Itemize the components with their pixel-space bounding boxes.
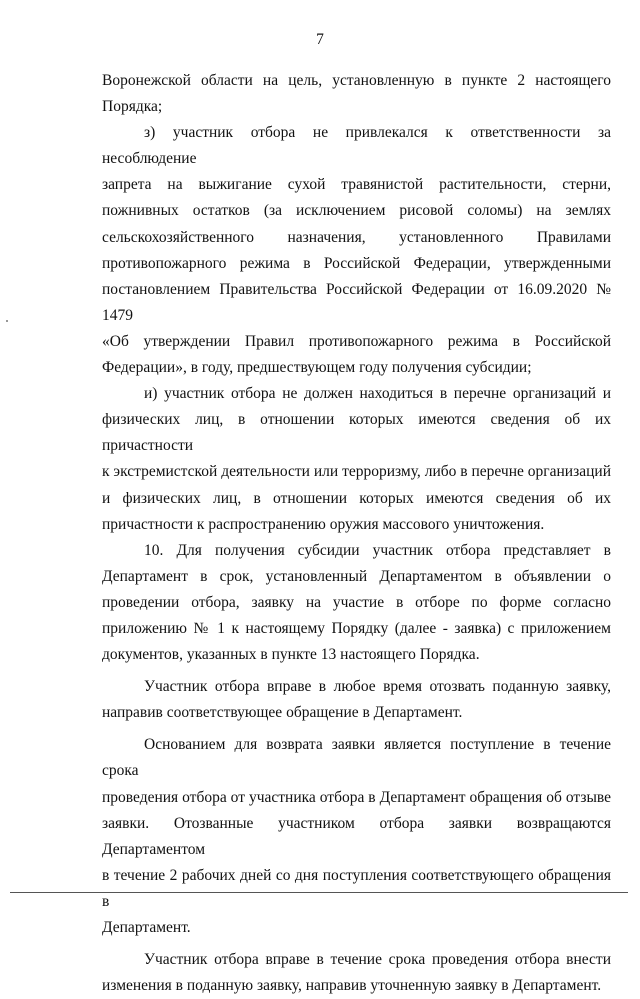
text-line: в течение 2 рабочих дней со дня поступления соответствующего обращения в: [102, 866, 611, 910]
text-line: постановлением Правительства Российской Федерации от 16.09.2020 № 1479: [102, 280, 611, 324]
text-line: Участник отбора вправе в любое время отозвать поданную заявку,: [144, 678, 611, 696]
text-line: Федерации», в году, предшествующем году получения субсидии;: [102, 359, 532, 377]
text-line: «Об утверждении Правил противопожарного режима в Российской: [102, 332, 611, 350]
text-line: и физических лиц, в отношении которых имеются сведения об их: [102, 489, 611, 507]
text-line: и) участник отбора не должен находиться в перечне организаций и: [144, 385, 611, 403]
text-line: проведении отбора, заявку на участие в отборе по форме согласно: [102, 593, 611, 611]
text-line: Департамент в срок, установленный Департаментом в объявлении о: [102, 567, 611, 585]
text-line: заявки. Отозванные участником отбора заявки возвращаются Департаментом: [102, 814, 611, 858]
text-line: Порядка;: [102, 98, 163, 116]
page-number: 7: [316, 31, 324, 48]
text-line: документов, указанных в пункте 13 настоящего Порядка.: [102, 646, 480, 664]
document-body: [102, 68, 611, 999]
text-line: Основанием для возврата заявки является поступление в течение срока: [102, 736, 611, 780]
text-line: Департамент.: [102, 919, 191, 936]
footer-rule: [10, 892, 628, 893]
text-line: физических лиц, в отношении которых имеются сведения об их причастности: [102, 411, 611, 455]
text-line: Воронежской области на цель, установленную в пункте 2 настоящего: [102, 72, 611, 89]
scan-speck: [6, 320, 8, 322]
text-line: пожнивных остатков (за исключением рисовой соломы) на землях: [102, 202, 611, 220]
text-line: проведения отбора от участника отбора в Департамент обращения об отзыве: [102, 788, 611, 806]
text-line: з) участник отбора не привлекался к ответственности за несоблюдение: [102, 124, 611, 168]
text-line: направив соответствующее обращение в Департамент.: [102, 704, 463, 722]
text-line: 10. Для получения субсидии участник отбора представляет в: [144, 541, 611, 559]
text-line: Участник отбора вправе в течение срока проведения отбора внести: [144, 951, 611, 969]
text-line: сельскохозяйственного назначения, установленного Правилами: [102, 228, 611, 246]
text-line: запрета на выжигание сухой травянистой растительности, стерни,: [102, 176, 611, 194]
text-line: приложению № 1 к настоящему Порядку (далее - заявка) с приложением: [102, 619, 611, 637]
text-line: изменения в поданную заявку, направив уточненную заявку в Департамент.: [102, 977, 602, 995]
text-line: к экстремистской деятельности или терроризму, либо в перечне организаций: [102, 463, 611, 481]
text-line: противопожарного режима в Российской Федерации, утвержденными: [102, 254, 611, 272]
text-line: причастности к распространению оружия массового уничтожения.: [102, 515, 545, 533]
